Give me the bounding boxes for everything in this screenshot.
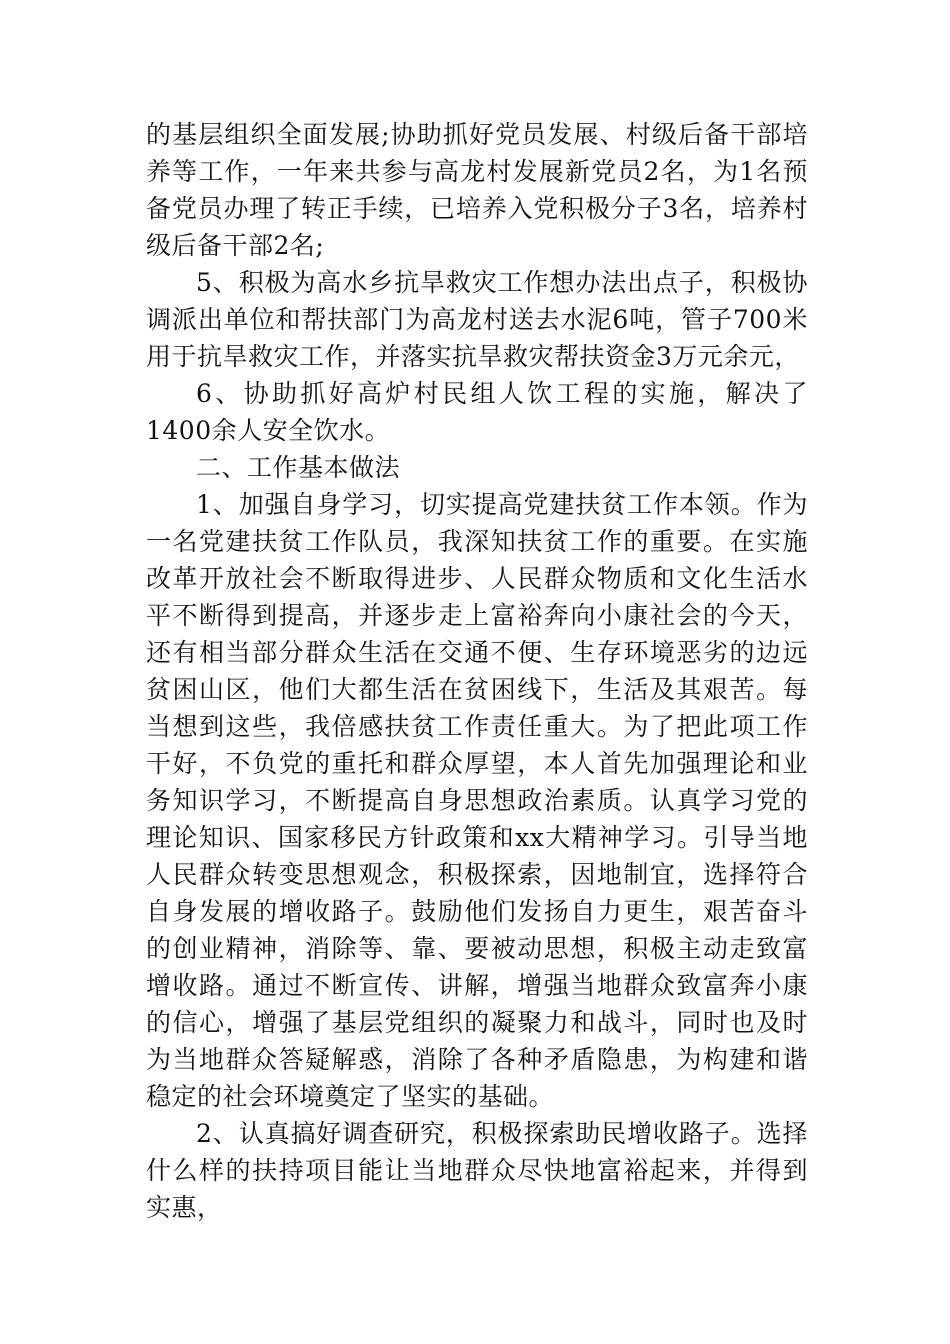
paragraph-4: 1、加强自身学习，切实提高党建扶贫工作本领。作为一名党建扶贫工作队员，我深知扶贫工作的重要。在实施改革开放社会不断取得进步、人民群众物质和文化生活水平不断得到提高，并逐步走上富裕奔向小康社会的今天，还有相当部分群众生活在交通不便、生存环境恶劣的边远贫困山区，他们大都生活在贫困线下，生活及其艰苦。每当想到这些，我倍感扶贫工作责任重大。为了把此项工作干好，不负党的重托和群众厚望，本人首先加强理论和业务知识学习，不断提高自身思想政治素质。认真学习党的理论知识、国家移民方针政策和xx大精神学习。引导当地人民群众转变思想观念，积极探索，因地制宜，选择符合自身发展的增收路子。鼓励他们发扬自力更生，艰苦奋斗的创业精神，消除等、靠、要被动思想，积极主动走致富增收路。通过不断宣传、讲解，增强当地群众致富奔小康的信心，增强了基层党组织的凝聚力和战斗，同时也及时为当地群众答疑解惑，消除了各种矛盾隐患，为构建和谐稳定的社会环境奠定了坚实的基础。 bbox=[146, 490, 808, 1111]
paragraph-2: 5、积极为高水乡抗旱救灾工作想办法出点子，积极协调派出单位和帮扶部门为高龙村送去水泥6吨，管子700米用于抗旱救灾工作，并落实抗旱救灾帮扶资金3万元余元， bbox=[146, 268, 808, 371]
document-body bbox=[146, 116, 808, 1226]
section-heading: 二、工作基本做法 bbox=[196, 453, 401, 482]
paragraph-1: 的基层组织全面发展;协助抓好党员发展、村级后备干部培养等工作，一年来共参与高龙村发展新党员2名，为1名预备党员办理了转正手续，已培养入党积极分子3名，培养村级后备干部2名; bbox=[146, 120, 808, 260]
paragraph-3: 6、协助抓好高炉村民组人饮工程的实施，解决了1400余人安全饮水。 bbox=[146, 379, 808, 445]
paragraph-5: 2、认真搞好调查研究，积极探索助民增收路子。选择什么样的扶持项目能让当地群众尽快地富裕起来，并得到实惠， bbox=[146, 1119, 808, 1222]
